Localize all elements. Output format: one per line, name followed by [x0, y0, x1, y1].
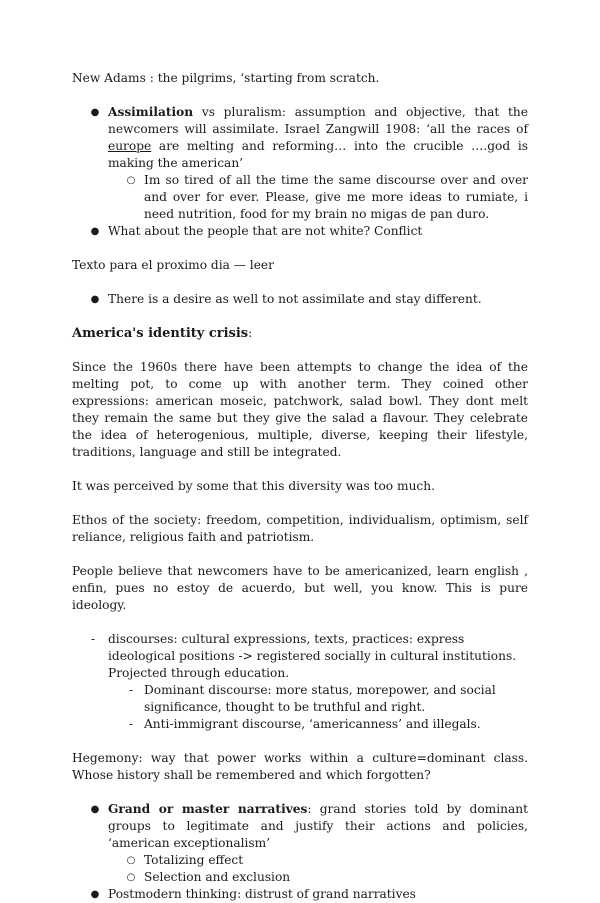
item-text: There is a desire as well to not assimilate and stay different. [108, 292, 482, 306]
item-text-cont: are melting and reforming… into the crucible ….god is making the american’ [108, 139, 528, 170]
bullet-list-desire [72, 291, 528, 308]
heading-text: America's identity crisis [72, 326, 249, 341]
bullet-disc-icon: ● [90, 294, 100, 305]
subitem-text: Im so tired of all the time the same discourse over and over and over for ever. Please, give me more ideas to rumiate, i need nutrition, food for my brain no migas de pan duro. [144, 173, 528, 221]
paragraph-ethos: Ethos of the society: freedom, competition, individualism, optimism, self reliance, religious faith and patriotism. [72, 513, 528, 544]
heading-colon: : [248, 326, 253, 340]
term-grand-narratives: Grand or master narratives [108, 802, 308, 816]
list-subitem [72, 852, 528, 869]
bullet-disc-icon: ● [90, 107, 100, 118]
subitem-text: Dominant discourse: more status, morepower, and social significance, thought to be truthful and right. [144, 683, 496, 714]
item-text: vs pluralism: assumption and objective, that the newcomers will assimilate. Israel Zangwill 1908: ‘all the races of [108, 105, 528, 136]
dash-bullet-icon: - [128, 717, 134, 731]
bullet-disc-icon: ● [90, 889, 100, 900]
subitem-text: Totalizing effect [144, 853, 244, 867]
list-item [72, 631, 528, 682]
item-text: discourses: cultural expressions, texts, practices: express ideological positions -> registered socially in cultural institutions. Projected through education. [108, 632, 517, 680]
subitem-text: Selection and exclusion [144, 870, 291, 884]
intro-line: New Adams : the pilgrims, ‘starting from scratch. [72, 71, 380, 85]
document-content [72, 70, 528, 903]
dash-bullet-icon: - [90, 632, 96, 646]
list-subitem [72, 682, 528, 716]
paragraph-americanized: People believe that newcomers have to be americanized, learn english , enfin, pues no estoy de acuerdo, but well, you know. This is pure ideology. [72, 564, 528, 612]
dash-list-discourses [72, 631, 528, 733]
bullet-disc-icon: ● [90, 804, 100, 815]
bullet-list-assimilation [72, 104, 528, 240]
list-subitem [72, 172, 528, 223]
list-subitem [72, 869, 528, 886]
paragraph-melting-pot: Since the 1960s there have been attempts to change the idea of the melting pot, to come up with another term. They coined other expressions: american moseic, patchwork, salad bowl. They dont melt they remain the same but they give the salad a flavour. They celebrate the idea of heterogenious, multiple, diverse, keeping their lifestyle, traditions, language and still be integrated. [72, 360, 528, 459]
list-item [72, 886, 528, 903]
list-item [72, 223, 528, 240]
list-item [72, 104, 528, 172]
europe-link[interactable]: europe [108, 139, 152, 153]
list-item [72, 801, 528, 852]
item-text: : grand stories told by dominant groups to legitimate and justify their actions and policies, ‘american exceptionalism’ [108, 802, 528, 850]
bullet-circle-icon: ○ [126, 872, 136, 883]
subitem-text: Anti-immigrant discourse, ‘americanness’ and illegals. [144, 717, 481, 731]
list-subitem [72, 716, 528, 733]
term-assimilation: Assimilation [108, 105, 194, 119]
dash-bullet-icon: - [128, 683, 134, 697]
paragraph-diversity: It was perceived by some that this diversity was too much. [72, 479, 435, 493]
bullet-circle-icon: ○ [126, 855, 136, 866]
bullet-list-narratives [72, 801, 528, 903]
item-text: Postmodern thinking: distrust of grand narratives [108, 887, 416, 901]
texto-line: Texto para el proximo dia — leer [72, 258, 274, 272]
list-item [72, 291, 528, 308]
section-heading [72, 325, 528, 342]
bullet-circle-icon: ○ [126, 175, 136, 186]
paragraph-hegemony: Hegemony: way that power works within a culture=dominant class. Whose history shall be remembered and which forgotten? [72, 751, 528, 782]
item-text: What about the people that are not white? Conflict [108, 224, 423, 238]
bullet-disc-icon: ● [90, 226, 100, 237]
